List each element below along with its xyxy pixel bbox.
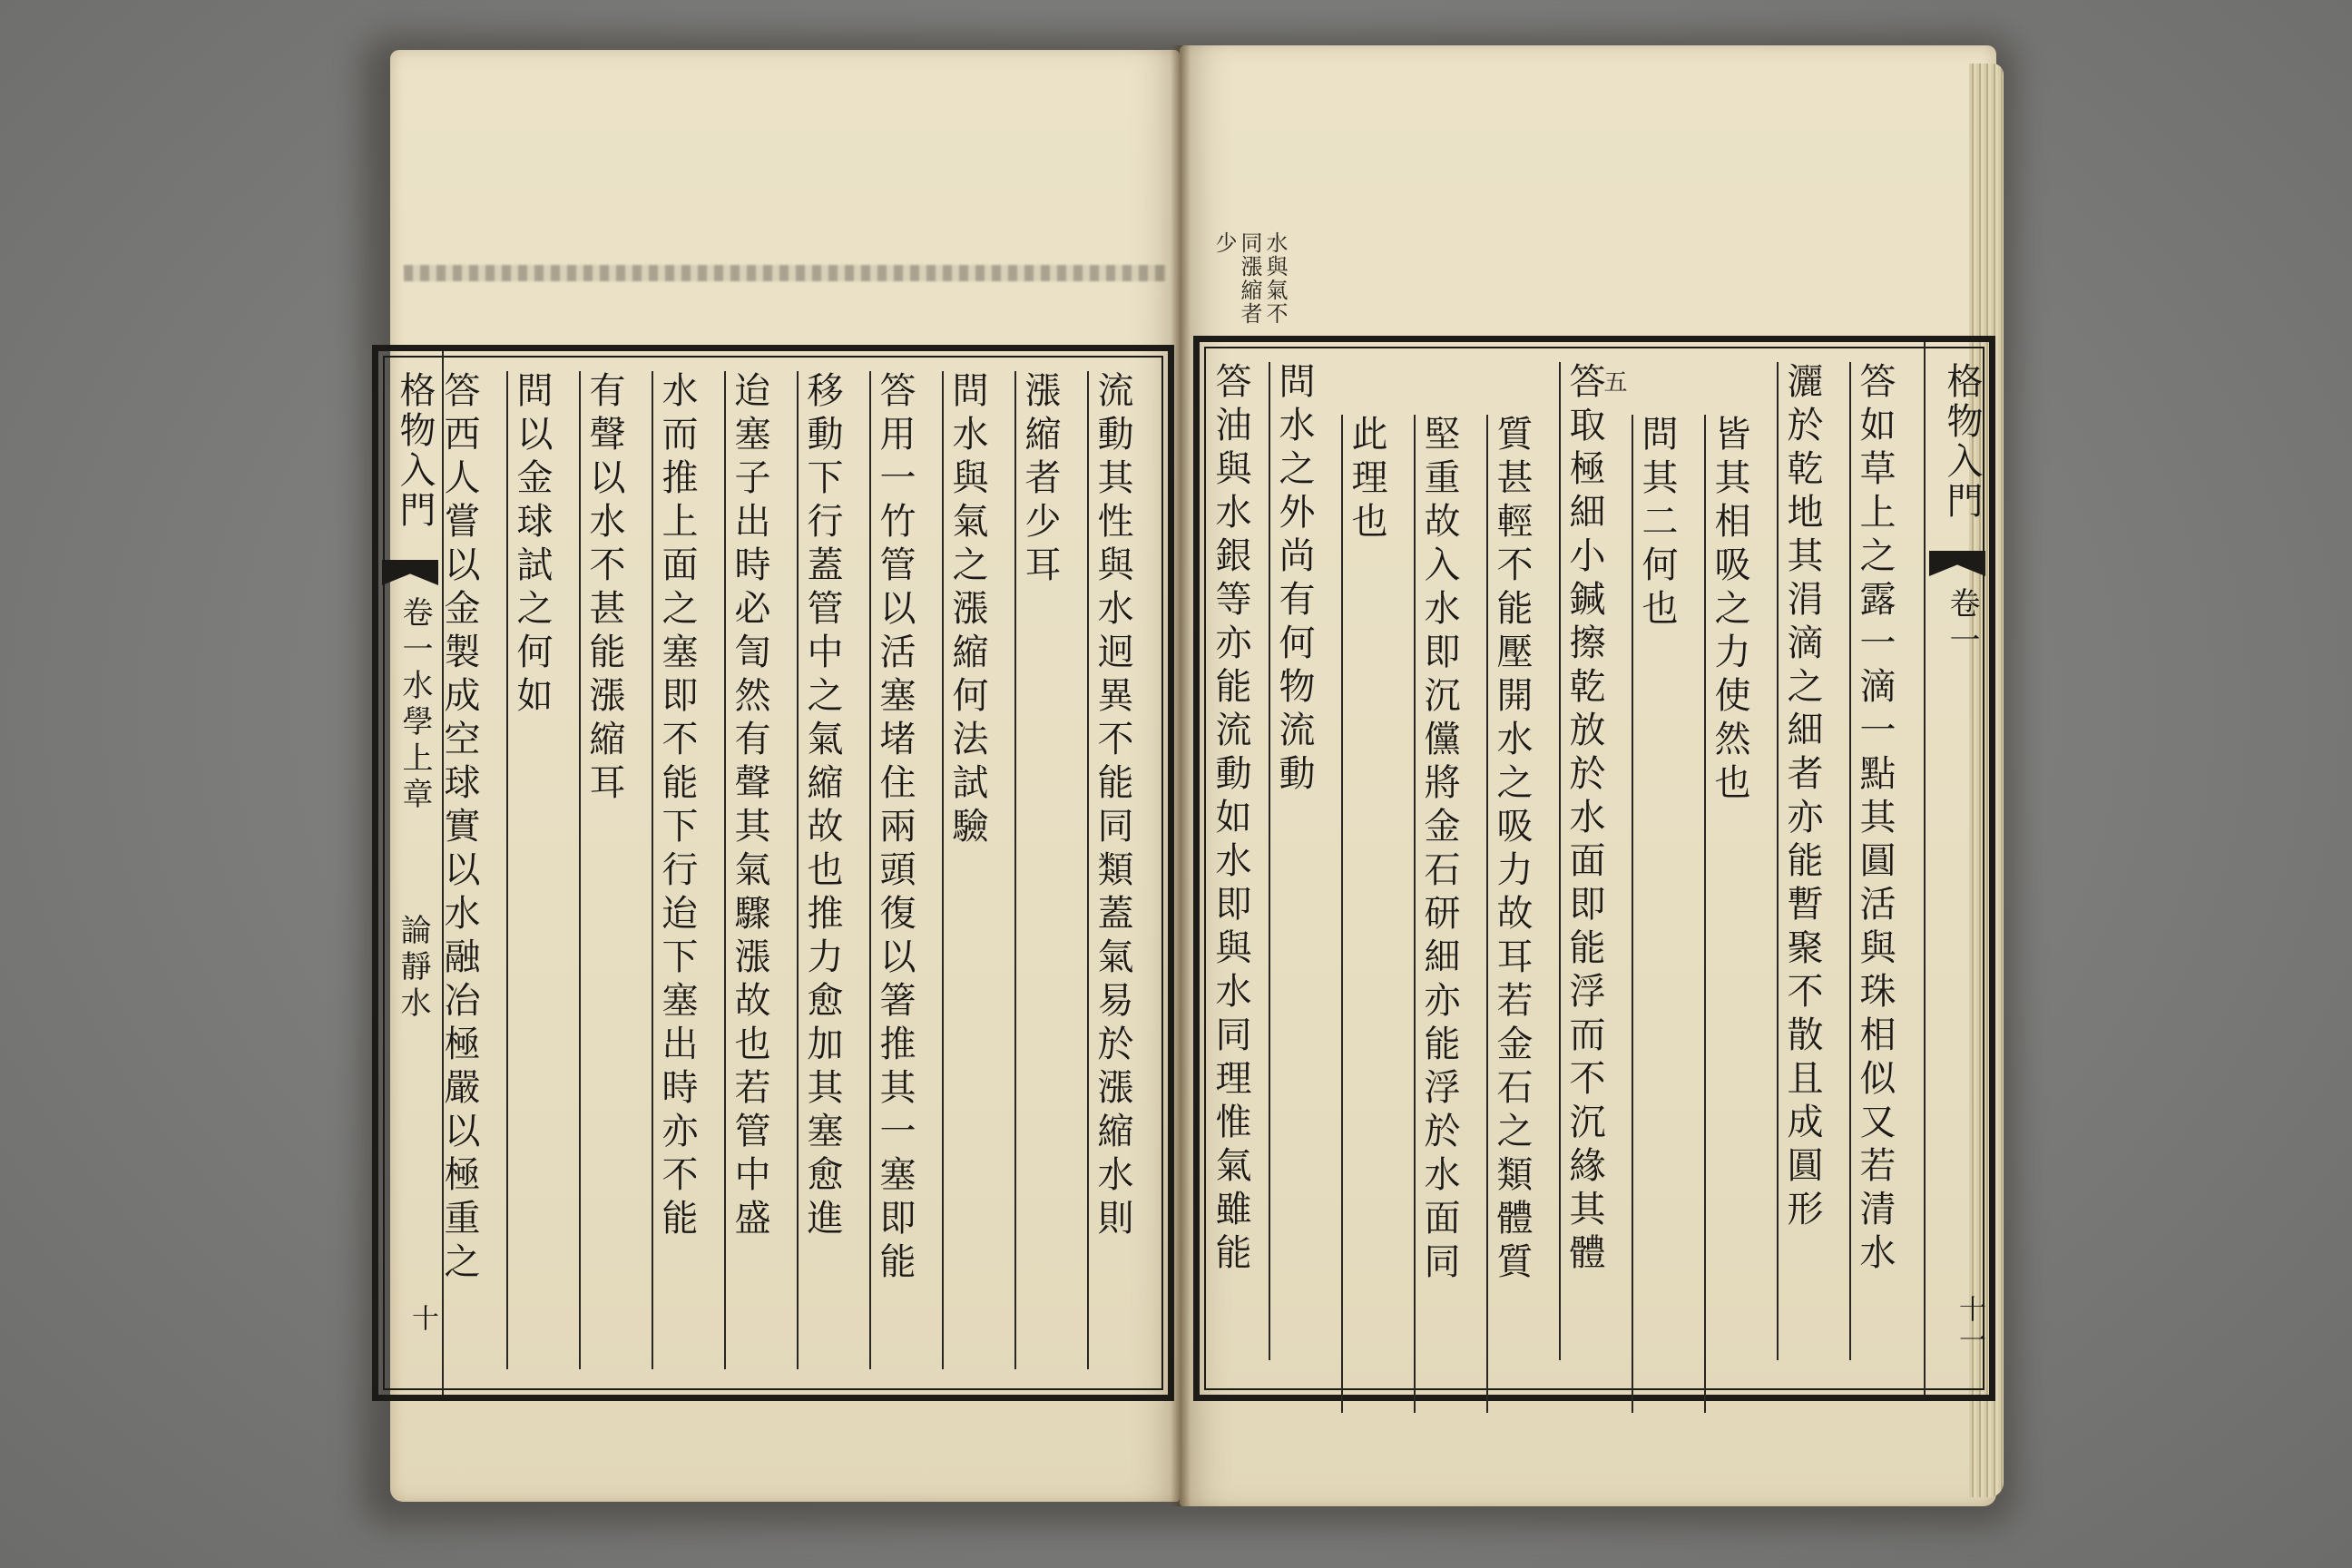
text-column: 答取極細小鍼擦乾放於水面即能浮而不沉緣其體 <box>1559 362 1608 1360</box>
text-column: 此理也 <box>1341 415 1390 1413</box>
text-column: 答如草上之露一滴一點其圓活與珠相似又若清水 <box>1849 362 1898 1360</box>
marginal-line: 水與氣不 <box>1262 231 1288 326</box>
marginal-note <box>1211 231 1288 331</box>
text-column: 問以金球試之何如 <box>506 371 555 1369</box>
folio-number: 十一 <box>1954 1295 1985 1357</box>
text-column: 有聲以水不甚能漲縮耳 <box>579 371 628 1369</box>
book-title: 格物入門 <box>394 371 436 531</box>
text-column: 水而推上面之塞即不能下行迨下塞出時亦不能 <box>652 371 701 1369</box>
chapter-label <box>378 596 442 814</box>
ink-bleed <box>404 265 1166 281</box>
chapter-label-text: 水學上章 <box>397 669 433 814</box>
text-column: 問水之外尚有何物流動 <box>1269 362 1318 1360</box>
volume-label: 卷一 <box>397 596 433 669</box>
text-column: 移動下行蓋管中之氣縮故也推力愈加其塞愈進 <box>797 371 846 1369</box>
right-text-frame <box>1193 336 1995 1401</box>
text-column: 問水與氣之漲縮何法試驗 <box>942 371 991 1369</box>
left-text-frame <box>372 345 1174 1401</box>
text-column: 答西人嘗以金製成空球實以水融冶極嚴以極重之 <box>438 371 480 1286</box>
volume-label: 卷一 <box>1944 587 1980 660</box>
text-column: 質甚輕不能壓開水之吸力故耳若金石之類體質 <box>1486 415 1535 1413</box>
topic-label: 論靜水 <box>395 914 431 1023</box>
fishtail-mark <box>382 560 438 585</box>
text-column: 皆其相吸之力使然也 <box>1704 415 1753 1413</box>
text-column: 問其二何也 <box>1632 415 1681 1413</box>
folio-number: 十 <box>407 1304 438 1335</box>
marginal-line: 少 <box>1211 231 1237 255</box>
text-column: 堅重故入水即沉儻將金石研細亦能浮於水面同 <box>1414 415 1463 1413</box>
text-column: 流動其性與水迥異不能同類蓋氣易於漲縮水則 <box>1087 371 1136 1369</box>
book-title: 格物入門 <box>1941 362 1983 522</box>
left-banner <box>378 351 444 1395</box>
text-column: 答油與水銀等亦能流動如水即與水同理惟氣雖能 <box>1210 362 1251 1277</box>
text-column: 迨塞子出時必訇然有聲其氣驟漲故也若管中盛 <box>724 371 773 1369</box>
fishtail-mark <box>1929 551 1985 576</box>
marginal-line: 同漲縮者 <box>1237 231 1262 326</box>
right-banner <box>1924 342 1989 1395</box>
text-column: 灑於乾地其涓滴之細者亦能暫聚不散且成圓形 <box>1777 362 1826 1360</box>
text-column: 漲縮者少耳 <box>1014 371 1063 1369</box>
section-mark: 五 <box>1600 369 1627 395</box>
text-column: 答用一竹管以活塞堵住兩頭復以箸推其一塞即能 <box>869 371 918 1369</box>
